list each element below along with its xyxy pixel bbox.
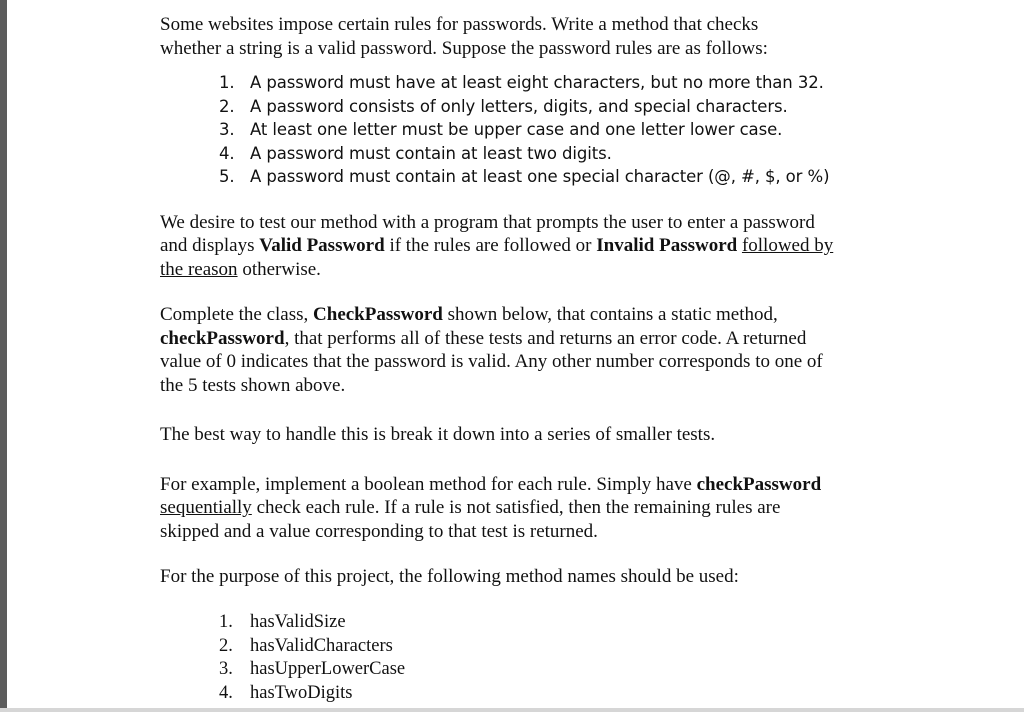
followed-by-underlined: followed by (741, 235, 834, 257)
invalid-password-label: Invalid Password (596, 235, 738, 257)
rule-item (219, 71, 900, 95)
test-text: otherwise. (237, 258, 321, 280)
rule-item (219, 95, 900, 119)
rule-item (219, 118, 900, 142)
method-name: checkPassword (696, 473, 822, 495)
the-reason-underlined: the reason (160, 258, 238, 280)
method-text: hasValidCharacters (250, 635, 393, 656)
rule-number: 2. (219, 96, 235, 116)
rule-number: 5. (219, 167, 235, 187)
rule-number: 4. (219, 143, 235, 163)
left-window-edge (0, 0, 7, 712)
example-text: For example, implement a boolean method for each rule. Simply have (160, 473, 697, 495)
rule-text: A password must contain at least one special character (@, #, $, or %) (250, 167, 830, 187)
complete-text: , that performs all of these tests and returns an error code. A returned (284, 327, 807, 349)
test-text: if the rules are followed or (384, 235, 597, 257)
rule-text: A password must contain at least two digits. (250, 143, 612, 163)
rule-item (219, 165, 900, 189)
rule-number: 1. (219, 73, 235, 92)
method-number: 1. (219, 611, 233, 632)
method-text: hasTwoDigits (250, 682, 353, 703)
method-name: checkPassword (160, 327, 285, 349)
purpose-paragraph: For the purpose of this project, the following method names should be used: (160, 566, 739, 588)
valid-password-label: Valid Password (259, 235, 385, 257)
best-way-paragraph: The best way to handle this is break it down into a series of smaller tests. (160, 424, 716, 446)
intro-line-1: Some websites impose certain rules for passwords. Write a method that checks (160, 14, 759, 35)
complete-text: shown below, that contains a static method, (442, 304, 778, 326)
document-page (160, 13, 900, 705)
complete-text: Complete the class, (160, 304, 314, 326)
complete-line-4: the 5 tests shown above. (160, 374, 346, 396)
method-number: 3. (219, 659, 233, 680)
example-paragraph (160, 473, 900, 544)
rule-text: At least one letter must be upper case and one letter lower case. (250, 120, 783, 140)
bottom-window-edge (0, 708, 1024, 712)
method-number: 2. (219, 635, 233, 656)
class-name: CheckPassword (313, 304, 443, 326)
example-text: check each rule. If a rule is not satisfied, then the remaining rules are (251, 497, 781, 519)
method-item (219, 611, 900, 635)
sequentially-underlined: sequentially (160, 497, 252, 519)
method-item (219, 658, 900, 682)
test-text: and displays (160, 235, 260, 257)
method-text: hasValidSize (250, 611, 346, 632)
password-rules-list (160, 71, 900, 189)
method-names-list (160, 611, 900, 705)
method-item (219, 635, 900, 659)
method-text: hasUpperLowerCase (250, 659, 406, 680)
rule-item (219, 142, 900, 166)
rule-text: A password must have at least eight characters, but no more than 32. (250, 73, 824, 92)
rule-number: 3. (219, 120, 235, 140)
rule-text: A password consists of only letters, digits, and special characters. (250, 96, 788, 116)
test-line-1: We desire to test our method with a program that prompts the user to enter a password (160, 211, 815, 233)
test-paragraph (160, 211, 900, 282)
complete-line-3: value of 0 indicates that the password is valid. Any other number corresponds to one of (160, 351, 823, 373)
complete-class-paragraph (160, 303, 900, 397)
intro-line-2: whether a string is a valid password. Suppose the password rules are as follows: (160, 37, 768, 59)
method-item (219, 682, 900, 706)
method-number: 4. (219, 682, 233, 703)
intro-paragraph (160, 13, 900, 60)
example-line-3: skipped and a value corresponding to that test is returned. (160, 520, 598, 542)
